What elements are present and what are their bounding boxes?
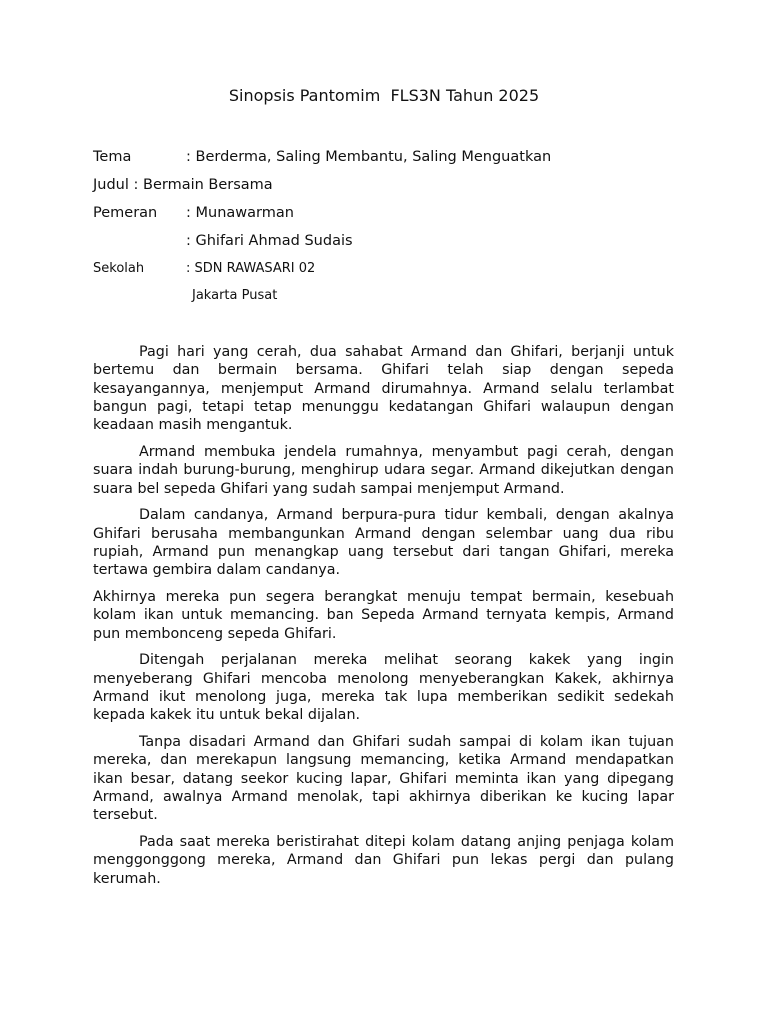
meta-row-sekolah <box>93 261 315 276</box>
meta-row-judul <box>93 177 273 193</box>
meta-value-pemeran-2: : Ghifari Ahmad Sudais <box>186 233 353 249</box>
meta-value-tema: : Berderma, Saling Membantu, Saling Menguatkan <box>186 149 552 165</box>
paragraph: Dalam candanya, Armand berpura-pura tidur kembali, dengan akalnya Ghifari berusaha membangunkan Armand dengan selembar uang dua ribu rupiah, Armand pun menangkap uang tersebut dari tangan Ghifari, mereka tertawa gembira dalam candanya. <box>93 507 674 579</box>
meta-value-sekolah-2: Jakarta Pusat <box>192 288 278 303</box>
meta-label-tema: Tema <box>93 149 132 165</box>
paragraph: Armand membuka jendela rumahnya, menyambut pagi cerah, dengan suara indah burung-burung, menghirup udara segar. Armand dikejutkan dengan suara bel sepeda Ghifari yang sudah sampai menjemput Armand. <box>93 443 674 497</box>
paragraph: Ditengah perjalanan mereka melihat seorang kakek yang ingin menyeberang Ghifari mencoba menolong menyeberangkan Kakek, akhirnya Armand ikut menolong juga, mereka tak lupa memberikan sedikit sedekah kepada kakek itu untuk bekal dijalan. <box>93 652 674 724</box>
meta-row-tema <box>93 149 551 165</box>
document-title: Sinopsis Pantomim FLS3N Tahun 2025 <box>228 86 540 105</box>
meta-row-pemeran <box>93 205 294 221</box>
meta-value-pemeran-1: : Munawarman <box>186 205 294 221</box>
meta-label-judul: Judul <box>93 177 129 193</box>
paragraph: Pagi hari yang cerah, dua sahabat Armand dan Ghifari, berjanji untuk bertemu dan bermain bersama. Ghifari telah siap dengan sepeda kesayangannya, menjemput Armand dirumahnya. Armand selalu terlambat bangun pagi, tetapi tetap menunggu kedatangan Ghifari walaupun dengan keadaan masih mengantuk. <box>93 344 674 434</box>
paragraph: Pada saat mereka beristirahat ditepi kolam datang anjing penjaga kolam menggonggong mereka, Armand dan Ghifari pun lekas pergi dan pulang kerumah. <box>93 834 674 887</box>
meta-value-judul: : Bermain Bersama <box>133 177 273 193</box>
meta-label-pemeran: Pemeran <box>93 205 158 221</box>
meta-row-pemeran-2 <box>93 233 353 249</box>
synopsis-body <box>93 343 674 897</box>
paragraph: Akhirnya mereka pun segera berangkat menuju tempat bermain, kesebuah kolam ikan untuk memancing. ban Sepeda Armand ternyata kempis, Armand pun membonceng sepeda Ghifari. <box>93 589 674 642</box>
paragraph: Tanpa disadari Armand dan Ghifari sudah sampai di kolam ikan tujuan mereka, dan merekapun langsung memancing, ketika Armand mendapatkan ikan besar, datang seekor kucing lapar, Ghifari meminta ikan yang dipegang Armand, awalnya Armand menolak, tapi akhirnya diberikan ke kucing lapar tersebut. <box>93 734 674 824</box>
meta-value-sekolah-1: : SDN RAWASARI 02 <box>186 261 316 276</box>
meta-label-sekolah: Sekolah <box>93 261 145 276</box>
